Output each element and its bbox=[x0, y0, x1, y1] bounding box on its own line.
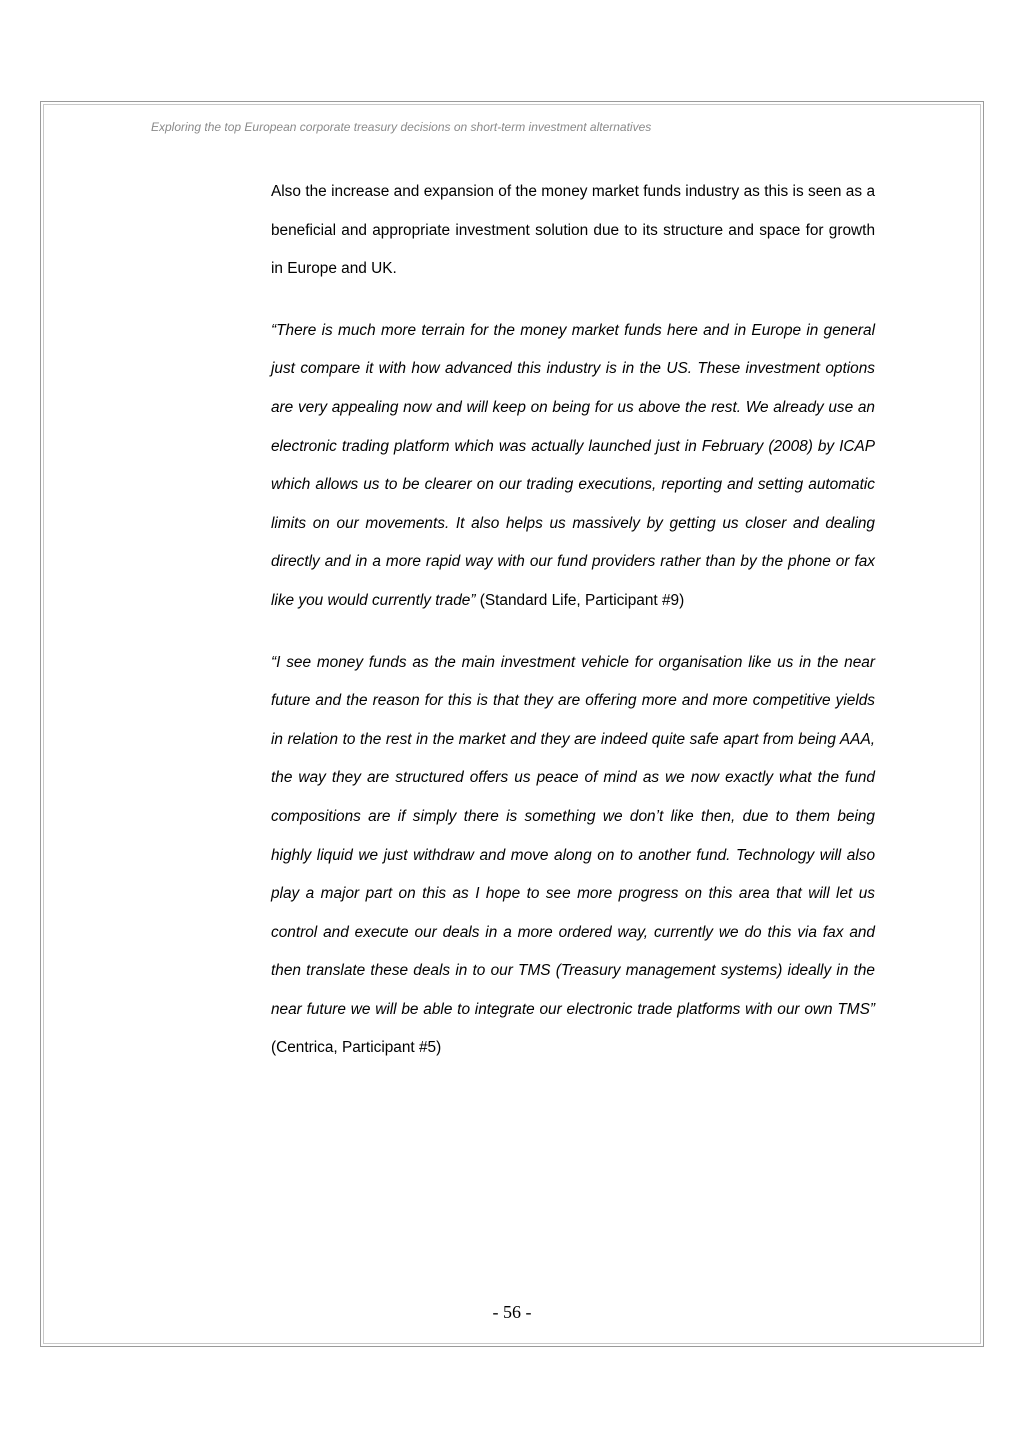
running-header: Exploring the top European corporate treasury decisions on short-term investment alternatives bbox=[151, 120, 652, 134]
paragraph-intro: Also the increase and expansion of the money market funds industry as this is seen as a beneficial and appropriate investment solution due to its structure and space for growth in Europe and UK. bbox=[271, 183, 875, 278]
quote-text: “There is much more terrain for the money market funds here and in Europe in general just compare it with how advanced this industry is in the US. These investment options are very appealing now and will keep on being for us above the rest. We already use an electronic trading platform which was actually launched just in February (2008) by ICAP which allows us to be clearer on our trading executions, reporting and setting automatic limits on our movements. It also helps us massively by getting us closer and dealing directly and in a more rapid way with our fund providers rather than by the phone or fax like you would currently trade” bbox=[271, 321, 875, 609]
quote-standard-life bbox=[271, 312, 875, 621]
quote-text: “I see money funds as the main investment vehicle for organisation like us in the near future and the reason for this is that they are offering more and more competitive yields in relation to the rest in the market and they are indeed quite safe apart from being AAA, the way they are structured offers us peace of mind as we now exactly what the fund compositions are if simply there is something we don’t like then, due to them being highly liquid we just withdraw and move along on to another fund. Technology will also play a major part on this as I hope to see more progress on this area that will let us control and execute our deals in a more ordered way, currently we do this via fax and then translate these deals in to our TMS (Treasury management systems) ideally in the near future we will be able to integrate our electronic trade platforms with our own TMS” bbox=[271, 653, 875, 1018]
body-text bbox=[271, 173, 875, 1091]
quote-citation: (Standard Life, Participant #9) bbox=[479, 591, 685, 609]
quote-centrica bbox=[271, 644, 875, 1069]
page-number: - 56 - bbox=[492, 1302, 532, 1322]
quote-citation: (Centrica, Participant #5) bbox=[271, 1039, 442, 1057]
